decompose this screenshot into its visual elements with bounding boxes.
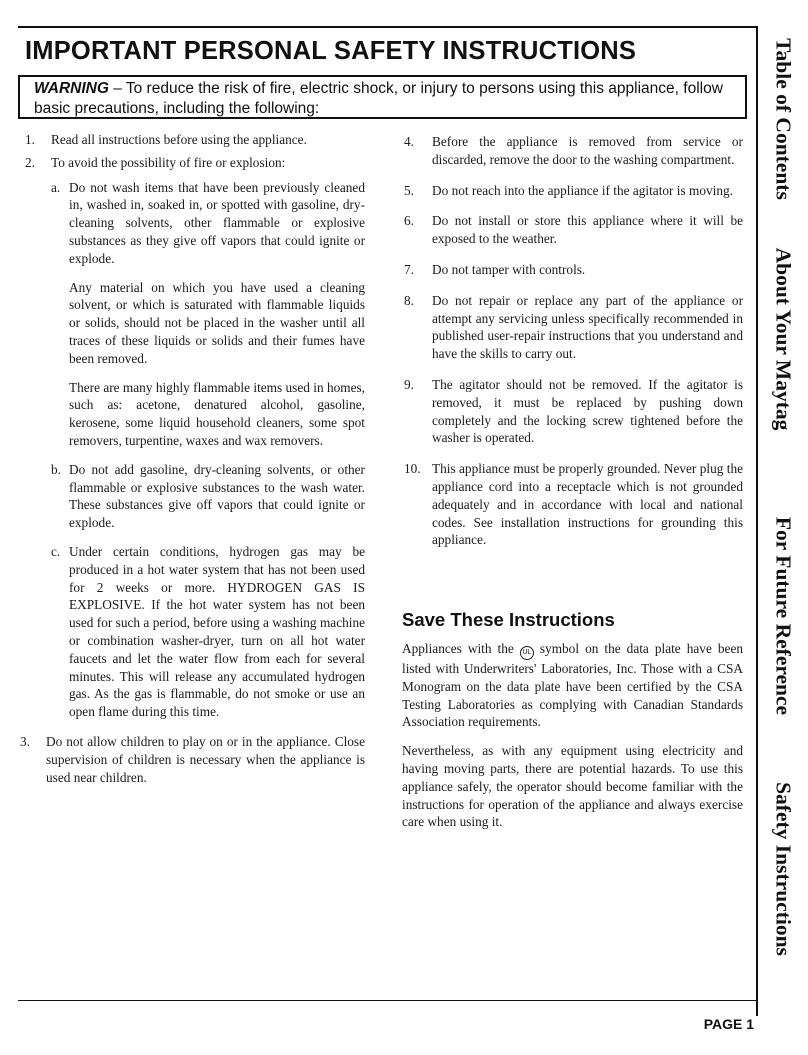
item-text: This appliance must be properly grounded. Never plug the appliance cord into a receptacle which is not grounded adequately and in accordance with local and national codes. See installation instructions for grounding this appliance. bbox=[432, 461, 743, 548]
sub-item-label: a. bbox=[51, 179, 61, 195]
list-item bbox=[404, 376, 743, 447]
save-instructions-heading: Save These Instructions bbox=[402, 609, 615, 630]
item-text: Do not repair or replace any part of the appliance or attempt any servicing unless specifically recommended in published user-repair instructions that you understand and have the skills to carry out. bbox=[432, 292, 743, 362]
item-text: Do not install or store this appliance where it will be exposed to the weather. bbox=[432, 213, 743, 247]
right-column bbox=[404, 133, 743, 562]
side-tab-about-your-maytag[interactable]: About Your Maytag bbox=[771, 247, 796, 431]
item-number: 3. bbox=[20, 733, 30, 749]
warning-box bbox=[18, 75, 747, 119]
side-tab-strip bbox=[758, 26, 808, 1016]
item-number: 10. bbox=[404, 461, 421, 477]
item-text: The agitator should not be removed. If the agitator is removed, it must be replaced by pushing down completely and the locking screw tightened before the washer is operated. bbox=[432, 376, 743, 446]
side-tab-table-of-contents[interactable]: Table of Contents bbox=[771, 38, 796, 200]
list-item bbox=[20, 733, 365, 786]
item-text: Do not allow children to play on or in the appliance. Close supervision of children is necessary when the appliance is used near children. bbox=[46, 733, 365, 785]
list-item bbox=[404, 182, 743, 200]
item-number: 9. bbox=[404, 376, 414, 392]
warning-label: WARNING bbox=[34, 80, 109, 97]
paragraph: There are many highly flammable items used in homes, such as: acetone, denatured alcohol, gasoline, kerosene, some liquid household cleaners, some spot removers, turpentine, waxes and wax removers. bbox=[69, 379, 365, 448]
sub-item-text: Do not add gasoline, dry-cleaning solvents, or other flammable or explosive substances to the wash water. These substances give off vapors that could ignite or explode. bbox=[69, 461, 365, 531]
page-number: PAGE 1 bbox=[703, 1016, 754, 1032]
page-title: IMPORTANT PERSONAL SAFETY INSTRUCTIONS bbox=[25, 37, 637, 65]
left-column bbox=[20, 131, 365, 798]
item-number: 1. bbox=[25, 132, 35, 147]
list-item bbox=[404, 292, 743, 363]
sub-item-b bbox=[51, 461, 365, 532]
sub-item-text: Under certain conditions, hydrogen gas may be produced in a hot water system that has not been used for 2 weeks or more. HYDROGEN GAS IS EXPLOSIVE. If the hot water system has not been used for such a period, before using a washing machine or combination washer-dryer, turn on all hot water faucets and let the water flow from each for several minutes. This will release any accumulated hydrogen gas. As the gas is flammable, do not smoke or use an open flame during this time. bbox=[69, 543, 365, 720]
item-number: 7. bbox=[404, 261, 414, 277]
list-item bbox=[25, 131, 365, 149]
save-paragraph-1: Appliances with the UL symbol on the data plate have been listed with Underwriters' Laboratories, Inc. Those with a CSA Monogram on the data plate have been certified by the CSA Testing Laboratories as complying with Canadian Standards Association requirements. bbox=[402, 641, 743, 730]
item-number: 8. bbox=[404, 292, 414, 308]
item-number: 6. bbox=[404, 213, 414, 229]
sub-item-label: c. bbox=[51, 543, 61, 559]
warning-text: – To reduce the risk of fire, electric shock, or injury to persons using this appliance, follow basic precautions, including the following: bbox=[34, 80, 723, 117]
item-text: Do not tamper with controls. bbox=[432, 261, 586, 277]
item-text: To avoid the possibility of fire or explosion: bbox=[51, 154, 286, 170]
item-text: Read all instructions before using the appliance. bbox=[51, 132, 307, 147]
list-item bbox=[404, 133, 743, 169]
top-rule bbox=[18, 26, 758, 28]
list-item bbox=[404, 261, 743, 279]
save-instructions-body bbox=[402, 640, 743, 842]
list-item bbox=[404, 212, 743, 248]
side-tab-safety-instructions[interactable]: Safety Instructions bbox=[771, 782, 796, 956]
item-text: Before the appliance is removed from service or discarded, remove the door to the washing compartment. bbox=[432, 134, 743, 167]
ul-listed-icon: UL bbox=[520, 646, 534, 660]
paragraph: Any material on which you have used a cleaning solvent, or which is saturated with flammable liquids or solids, should not be placed in the washer until all traces of these liquids or solids and their fumes have been removed. bbox=[69, 279, 365, 366]
side-tab-for-future-reference[interactable]: For Future Reference bbox=[771, 516, 796, 716]
item-number: 4. bbox=[404, 134, 414, 149]
save-paragraph-2: Nevertheless, as with any equipment using electricity and having moving parts, there are potential hazards. To use this appliance safely, the operator should become familiar with the instructions for operation of the appliance and always exercise care when using it. bbox=[402, 743, 743, 830]
bottom-rule bbox=[18, 1000, 758, 1001]
sub-item-label: b. bbox=[51, 461, 61, 477]
item-text: Do not reach into the appliance if the agitator is moving. bbox=[432, 182, 733, 198]
item-number: 5. bbox=[404, 182, 414, 198]
sub-item-a bbox=[51, 179, 365, 268]
list-item bbox=[404, 460, 743, 549]
sub-item-text: Do not wash items that have been previously cleaned in, washed in, soaked in, or spotted with gasoline, dry-cleaning solvents, other flammable or explosive substances as they give off vapors that could ignite or explode. bbox=[69, 179, 365, 266]
sub-item-c bbox=[51, 543, 365, 721]
list-item bbox=[25, 154, 365, 172]
item-number: 2. bbox=[25, 154, 35, 170]
